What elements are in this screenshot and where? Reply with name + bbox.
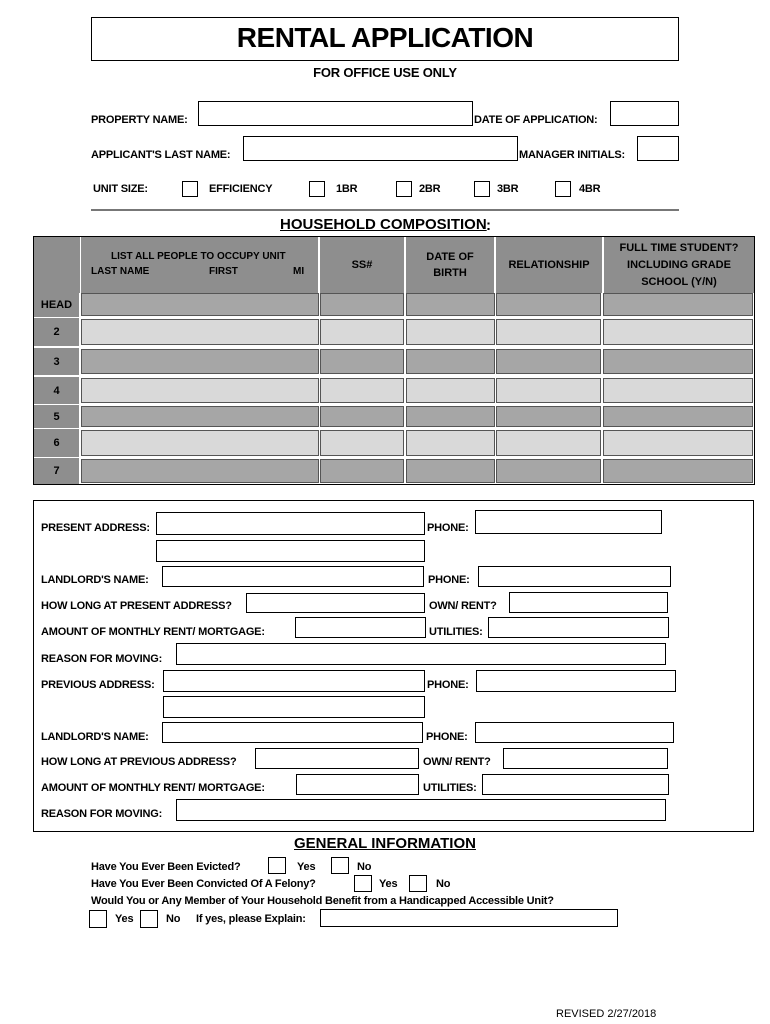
- landlord-name-field[interactable]: [162, 566, 424, 587]
- table-cell[interactable]: [496, 293, 601, 316]
- date-of-application-label: DATE OF APPLICATION:: [474, 114, 598, 126]
- present-phone-label: PHONE:: [427, 522, 469, 534]
- reason-moving-field[interactable]: [176, 643, 666, 665]
- table-cell[interactable]: [603, 349, 753, 374]
- own-rent-field[interactable]: [509, 592, 668, 613]
- table-cell[interactable]: [406, 293, 495, 316]
- own-rent-label: OWN/ RENT?: [429, 600, 497, 612]
- row-label: 2: [34, 318, 79, 346]
- table-cell[interactable]: [320, 349, 404, 374]
- unit-2br-label: 2BR: [419, 183, 441, 195]
- how-long-previous-field[interactable]: [255, 748, 419, 769]
- unit-1br-label: 1BR: [336, 183, 358, 195]
- previous-phone-label: PHONE:: [427, 679, 469, 691]
- header-first: FIRST: [209, 266, 238, 277]
- evicted-question: Have You Ever Been Evicted?: [91, 861, 241, 873]
- header-relationship: RELATIONSHIP: [496, 237, 602, 293]
- felony-question: Have You Ever Been Convicted Of A Felony?: [91, 878, 316, 890]
- prev-own-rent-label: OWN/ RENT?: [423, 756, 491, 768]
- utilities-label: UTILITIES:: [429, 626, 483, 638]
- prev-reason-moving-field[interactable]: [176, 799, 666, 821]
- table-cell[interactable]: [320, 378, 404, 403]
- title-box: [91, 17, 679, 61]
- table-cell[interactable]: [496, 378, 601, 403]
- landlord-phone-field[interactable]: [478, 566, 671, 587]
- utilities-field[interactable]: [488, 617, 669, 638]
- table-cell[interactable]: [81, 378, 319, 403]
- prev-landlord-name-field[interactable]: [162, 722, 423, 743]
- unit-4br-label: 4BR: [579, 183, 601, 195]
- table-cell[interactable]: [603, 406, 753, 427]
- table-cell[interactable]: [320, 459, 404, 483]
- explain-field[interactable]: [320, 909, 618, 927]
- header-student-line3: SCHOOL (Y/N): [641, 275, 717, 288]
- date-of-application-field[interactable]: [610, 101, 679, 126]
- header-people: [81, 237, 318, 293]
- table-cell[interactable]: [603, 378, 753, 403]
- table-cell[interactable]: [603, 459, 753, 483]
- table-cell[interactable]: [603, 319, 753, 345]
- unit-2br-checkbox[interactable]: [396, 181, 412, 197]
- table-cell[interactable]: [496, 406, 601, 427]
- felony-yes-checkbox[interactable]: [354, 875, 372, 892]
- page-title: RENTAL APPLICATION: [236, 22, 534, 53]
- row-label: 7: [34, 458, 79, 484]
- table-cell[interactable]: [406, 459, 495, 483]
- prev-reason-moving-label: REASON FOR MOVING:: [41, 808, 163, 820]
- prev-utilities-field[interactable]: [482, 774, 669, 795]
- present-phone-field[interactable]: [475, 510, 662, 534]
- handicap-no-checkbox[interactable]: [140, 910, 158, 928]
- felony-yes-label: Yes: [379, 878, 398, 890]
- property-name-field[interactable]: [198, 101, 473, 126]
- handicap-no-label: No: [166, 913, 181, 925]
- present-address-line2-field[interactable]: [156, 540, 425, 562]
- unit-1br-checkbox[interactable]: [309, 181, 325, 197]
- applicant-last-name-label: APPLICANT'S LAST NAME:: [91, 149, 231, 161]
- evicted-yes-label: Yes: [297, 861, 316, 873]
- unit-efficiency-checkbox[interactable]: [182, 181, 198, 197]
- table-cell[interactable]: [81, 459, 319, 483]
- previous-address-line2-field[interactable]: [163, 696, 425, 718]
- present-address-label: PRESENT ADDRESS:: [41, 522, 150, 534]
- table-cell[interactable]: [406, 319, 495, 345]
- evicted-yes-checkbox[interactable]: [268, 857, 286, 874]
- unit-4br-checkbox[interactable]: [555, 181, 571, 197]
- property-name-label: PROPERTY NAME:: [91, 114, 188, 126]
- table-cell[interactable]: [406, 430, 495, 456]
- page-subtitle: FOR OFFICE USE ONLY: [313, 65, 457, 80]
- table-cell[interactable]: [81, 349, 319, 374]
- general-title: GENERAL INFORMATION: [294, 835, 476, 852]
- header-blank: [34, 237, 80, 293]
- header-ss: SS#: [320, 237, 404, 293]
- reason-moving-label: REASON FOR MOVING:: [41, 653, 163, 665]
- table-cell[interactable]: [320, 319, 404, 345]
- prev-landlord-phone-field[interactable]: [475, 722, 674, 743]
- handicap-yes-checkbox[interactable]: [89, 910, 107, 928]
- previous-address-field[interactable]: [163, 670, 425, 692]
- table-cell[interactable]: [496, 349, 601, 374]
- landlord-name-label: LANDLORD'S NAME:: [41, 574, 149, 586]
- header-dob-line2: BIRTH: [433, 267, 467, 279]
- prev-landlord-phone-label: PHONE:: [426, 731, 468, 743]
- divider: [91, 209, 679, 211]
- prev-own-rent-field[interactable]: [503, 748, 668, 769]
- row-label: HEAD: [34, 292, 79, 317]
- evicted-no-label: No: [357, 861, 372, 873]
- header-last-name: LAST NAME: [91, 266, 150, 277]
- table-cell[interactable]: [496, 430, 601, 456]
- header-dob: [406, 237, 494, 293]
- landlord-phone-label: PHONE:: [428, 574, 470, 586]
- monthly-rent-field[interactable]: [295, 617, 426, 638]
- handicap-question: Would You or Any Member of Your Household Benefit from a Handicapped Accessible Unit?: [91, 895, 554, 907]
- header-mi: MI: [293, 266, 305, 277]
- table-cell[interactable]: [320, 430, 404, 456]
- table-cell[interactable]: [406, 406, 495, 427]
- table-cell[interactable]: [81, 293, 319, 316]
- manager-initials-field[interactable]: [637, 136, 679, 161]
- evicted-no-checkbox[interactable]: [331, 857, 349, 874]
- felony-no-label: No: [436, 878, 451, 890]
- table-cell[interactable]: [406, 378, 495, 403]
- how-long-present-label: HOW LONG AT PRESENT ADDRESS?: [41, 600, 232, 612]
- header-student-line1: FULL TIME STUDENT?: [619, 241, 739, 254]
- row-label: 6: [34, 429, 79, 457]
- how-long-present-field[interactable]: [246, 593, 425, 613]
- header-dob-line1: DATE OF: [426, 251, 474, 263]
- previous-address-label: PREVIOUS ADDRESS:: [41, 679, 155, 691]
- household-title-colon: :: [486, 217, 491, 234]
- header-student: [604, 237, 754, 293]
- previous-phone-field[interactable]: [476, 670, 676, 692]
- prev-landlord-name-label: LANDLORD'S NAME:: [41, 731, 149, 743]
- table-cell[interactable]: [603, 430, 753, 456]
- explain-label: If yes, please Explain:: [196, 913, 306, 925]
- header-student-line2: INCLUDING GRADE: [627, 258, 731, 271]
- handicap-yes-label: Yes: [115, 913, 134, 925]
- table-cell[interactable]: [496, 319, 601, 345]
- unit-3br-checkbox[interactable]: [474, 181, 490, 197]
- unit-efficiency-label: EFFICIENCY: [209, 183, 273, 195]
- applicant-last-name-field[interactable]: [243, 136, 518, 161]
- table-cell[interactable]: [603, 293, 753, 316]
- table-cell[interactable]: [81, 430, 319, 456]
- table-cell[interactable]: [320, 406, 404, 427]
- prev-utilities-label: UTILITIES:: [423, 782, 477, 794]
- row-label: 5: [34, 405, 79, 428]
- manager-initials-label: MANAGER INITIALS:: [519, 149, 625, 161]
- row-label: 4: [34, 377, 79, 404]
- present-address-field[interactable]: [156, 512, 425, 535]
- unit-3br-label: 3BR: [497, 183, 519, 195]
- header-people-line1: LIST ALL PEOPLE TO OCCUPY UNIT: [111, 251, 286, 262]
- prev-monthly-rent-label: AMOUNT OF MONTHLY RENT/ MORTGAGE:: [41, 782, 265, 794]
- household-title: HOUSEHOLD COMPOSITION: [280, 216, 487, 233]
- felony-no-checkbox[interactable]: [409, 875, 427, 892]
- how-long-previous-label: HOW LONG AT PREVIOUS ADDRESS?: [41, 756, 237, 768]
- table-cell[interactable]: [81, 406, 319, 427]
- table-cell[interactable]: [81, 319, 319, 345]
- table-cell[interactable]: [320, 293, 404, 316]
- unit-size-label: UNIT SIZE:: [93, 183, 148, 195]
- monthly-rent-label: AMOUNT OF MONTHLY RENT/ MORTGAGE:: [41, 626, 265, 638]
- table-cell[interactable]: [496, 459, 601, 483]
- row-label: 3: [34, 348, 79, 375]
- table-cell[interactable]: [406, 349, 495, 374]
- prev-monthly-rent-field[interactable]: [296, 774, 419, 795]
- revised-date: REVISED 2/27/2018: [556, 1008, 657, 1020]
